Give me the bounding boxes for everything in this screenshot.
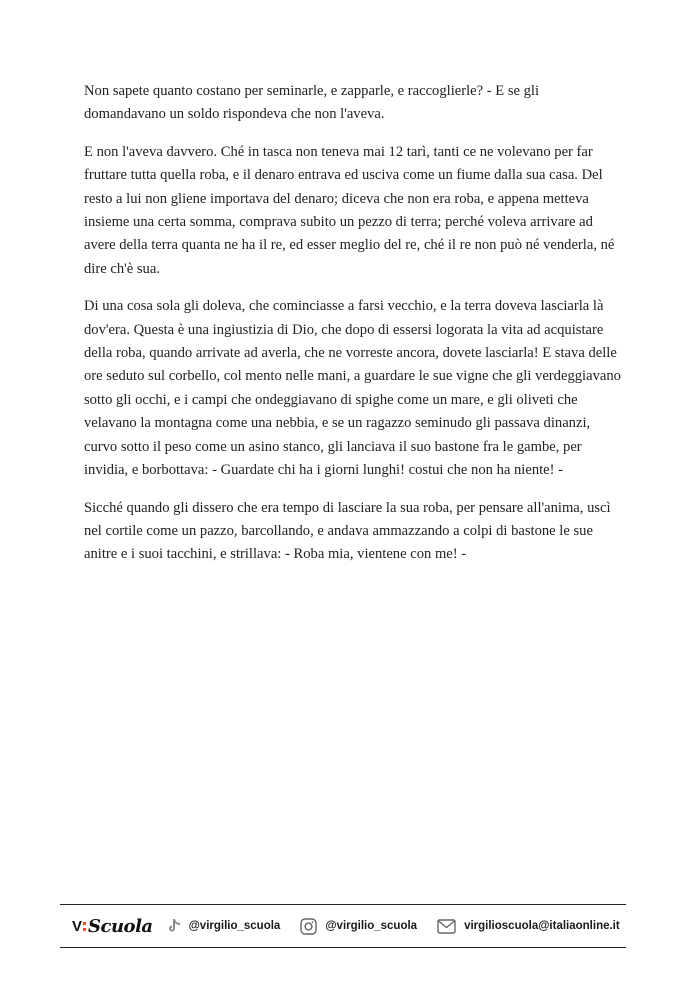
paragraph-3: Di una cosa sola gli doleva, che cominciasse a farsi vecchio, e la terra doveva lasciarla là dov'era. Questa è una ingiustizia di Dio, che dopo di essersi logorata la vita ad acquistare della roba, quando arrivate ad averla, che ne vorreste ancora, dovete lasciarla! E stava delle ore seduto sul corbello, col mento nelle mani, a guardare le sue vigne che gli verdeggiavano sotto gli occhi, e i campi che ondeggiavano di spighe come un mare, e gli oliveti che velavano la montagna come una nebbia, e se un ragazzo seminudo gli passava dinanzi, curvo sotto il peso come un asino stanco, gli lanciava il suo bastone fra le gambe, per invidia, e borbottava: - Guardate chi ha i giorni lunghi! costui che non ha niente! - — [84, 298, 621, 479]
paragraph-4: Sicché quando gli dissero che era tempo di lasciare la sua roba, per pensare all'anima, uscì nel cortile come un pazzo, barcollando, e andava ammazzando a colpi di bastone le sue anitre e i suoi tacchini, e strillava: - Roba mia, vientene con me! - — [84, 499, 611, 563]
email-address: virgilioscuola@italiaonline.it — [464, 920, 620, 932]
logo-script-text: Scuola — [88, 915, 153, 937]
tiktok-link[interactable] — [167, 918, 281, 934]
mail-icon — [437, 919, 456, 934]
paragraph-1: Non sapete quanto costano per seminarle, e zapparle, e raccoglierle? - E se gli domandavano un soldo rispondeva che non l'aveva. — [84, 83, 540, 123]
instagram-link[interactable] — [300, 918, 417, 935]
instagram-handle: @virgilio_scuola — [325, 920, 418, 932]
tiktok-handle: @virgilio_scuola — [188, 920, 281, 932]
tiktok-icon — [167, 918, 181, 934]
document-body — [84, 80, 624, 581]
logo-prefix: V — [72, 917, 83, 935]
virgilio-scuola-logo — [72, 916, 153, 937]
paragraph-2: E non l'aveva davvero. Ché in tasca non teneva mai 12 tarì, tanti ce ne volevano per far fruttare tutta quella roba, e il denaro entrava ed usciva come un fiume dalla sua casa. Del resto a lui non gliene importava del denaro; diceva che non era roba, e appena metteva insieme una certa somma, comprava subito un pezzo di terra; perché voleva arrivare ad avere della terra quanta ne ha il re, ed esser meglio del re, ché il re non può né venderla, né dire ch'è sua. — [84, 143, 615, 277]
email-link[interactable] — [437, 919, 620, 934]
logo-colon-mark — [83, 922, 86, 931]
page-footer — [60, 904, 626, 948]
instagram-icon — [300, 918, 317, 935]
